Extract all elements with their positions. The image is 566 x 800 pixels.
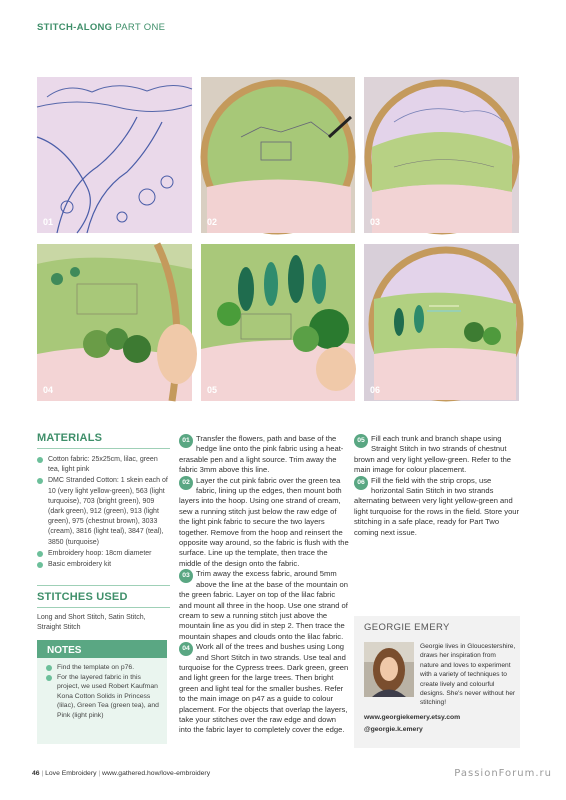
notes-list [37,658,167,721]
bullet-icon [37,562,43,568]
page-number: 46 [32,770,40,777]
step-04 [179,642,349,735]
photo-05-label: 05 [207,385,218,395]
header-rest: PART ONE [115,22,166,33]
photo-06 [364,244,519,401]
step-03 [179,569,349,642]
step-text: Layer the cut pink fabric over the green tea fabric, lining up the edges, then mount both layers into the hoop. Using one strand of cream, sew a running stitch just below the raw edge of the light pink fabric to secure the two layers together. Remove from the hoop and reinsert the opposite way around, so the fabric is flush with the surface. Line up the template, then trace the middle of the design onto the fabric. [179,475,349,568]
step-number: 03 [179,569,193,583]
step-text: Work all of the trees and bushes using Long and Short Stitch in two strands. Use teal and turquoise for the Cypress trees. Dark green, green and light green for the large trees. Then bright green and light teal for the smaller bushes. Refer to the main image on p47 as a guide to colour placement. For the objects that overlap the layers, take your stitches over the raw edge and down into the fabric layer to completely cover the edge. [179,642,349,735]
photo-04-art [37,244,192,401]
bullet-icon [37,457,43,463]
step-number: 02 [179,476,193,490]
avatar [364,642,414,697]
photo-02-label: 02 [207,217,218,227]
stitches-top-divider [37,585,170,586]
stitches-section [37,585,170,633]
author-bio: Georgie lives in Gloucestershire, draws her inspiration from nature and loves to experiment with a variety of techniques to create lively and colourful designs. She's never without her stitching! [420,643,516,707]
bullet-icon [46,665,52,671]
photo-01-art [37,77,192,233]
step-number: 04 [179,642,193,656]
notes-header [37,640,167,658]
materials-title: MATERIALS [37,432,103,444]
footer-url[interactable]: www.gathered.how/love-embroidery [102,770,211,777]
author-site[interactable]: www.georgiekemery.etsy.com [364,714,461,721]
step-number: 05 [354,434,368,448]
author-title: GEORGIE EMERY [364,622,450,633]
materials-list [37,455,170,570]
photo-05 [201,244,355,401]
materials-divider [37,448,170,449]
stitches-divider [37,607,170,608]
photo-05-art [201,244,355,401]
watermark: PassionForum.ru [454,768,552,779]
step-text: Fill each trunk and branch shape using Straight Stitch in two strands of chestnut brown and very light yellow-green. Refer to the main image for colour placement. [354,434,512,475]
materials-item: Basic embroidery kit [37,560,170,570]
author-photo [364,642,414,697]
photo-03-label: 03 [370,217,381,227]
bullet-icon [37,478,43,484]
step-01 [179,434,349,476]
photo-06-label: 06 [370,385,381,395]
author-box [354,616,520,748]
photo-04-label: 04 [43,385,54,395]
photo-02 [201,77,355,233]
step-number: 01 [179,434,193,448]
notes-item: For the layered fabric in this project, we used Robert Kaufman Kona Cotton Solids in Princess (lilac), Green Tea (green tea), and Pink (light pink) [46,673,161,721]
step-text: Transfer the flowers, path and base of the hedge line onto the pink fabric using a heat-erasable pen and a light source. Trim away the fabric 3mm above this line. [179,434,344,475]
running-header [37,22,165,33]
materials-item: DMC Stranded Cotton: 1 skein each of 10 (very light yellow-green), 563 (light turquoise), 703 (bright green), 909 (dark green), 912 (green), 913 (light green), 975 (chestnut brown), 3033 (cream), 3816 (light teal), 3847 (teal), 3850 (turquoise) [37,476,170,547]
step-02 [179,476,349,570]
photo-04 [37,244,192,401]
materials-item: Embroidery hoop: 18cm diameter [37,549,170,559]
photo-01-label: 01 [43,217,54,227]
step-text: Fill the field with the strip crops, use horizontal Satin Stitch in two strands alternating between very light yellow-green and light turquoise for the rows in the field. Store your stitching in a safe place, ready for Part Two coming next issue. [354,475,520,537]
footer [32,770,210,777]
photo-02-art [201,77,355,233]
stitches-text: Long and Short Stitch, Satin Stitch, Straight Stitch [37,614,146,632]
step-05 [354,434,520,476]
author-handle[interactable]: @georgie.k.emery [364,726,423,733]
steps-column-right [354,434,520,538]
footer-sep: | [98,770,103,777]
stitches-title: STITCHES USED [37,591,128,603]
header-bold: STITCH-ALONG [37,22,113,33]
step-text: Trim away the excess fabric, around 5mm above the line at the base of the mountain on the green fabric. Layer on top of the lilac fabric and mount all three in the hoop. Use one strand of cream to sew a running stitch just above the mountain line as you did in step 2. Then trace the mountain shapes and clouds onto the lilac fabric. [179,569,348,641]
materials-item: Cotton fabric: 25x25cm, lilac, green tea, light pink [37,455,170,475]
notes-box [37,640,167,744]
footer-sep: | [41,770,46,777]
photo-03 [364,77,519,233]
notes-item: Find the template on p76. [46,663,161,673]
step-06 [354,476,520,538]
photo-06-art [364,244,519,401]
bullet-icon [46,675,52,681]
steps-column-middle [179,434,349,735]
photo-01 [37,77,192,233]
bullet-icon [37,551,43,557]
notes-title: NOTES [47,645,82,656]
photo-03-art [364,77,519,233]
magazine-name: Love Embroidery [45,770,97,777]
materials-section [37,432,170,570]
step-number: 06 [354,476,368,490]
